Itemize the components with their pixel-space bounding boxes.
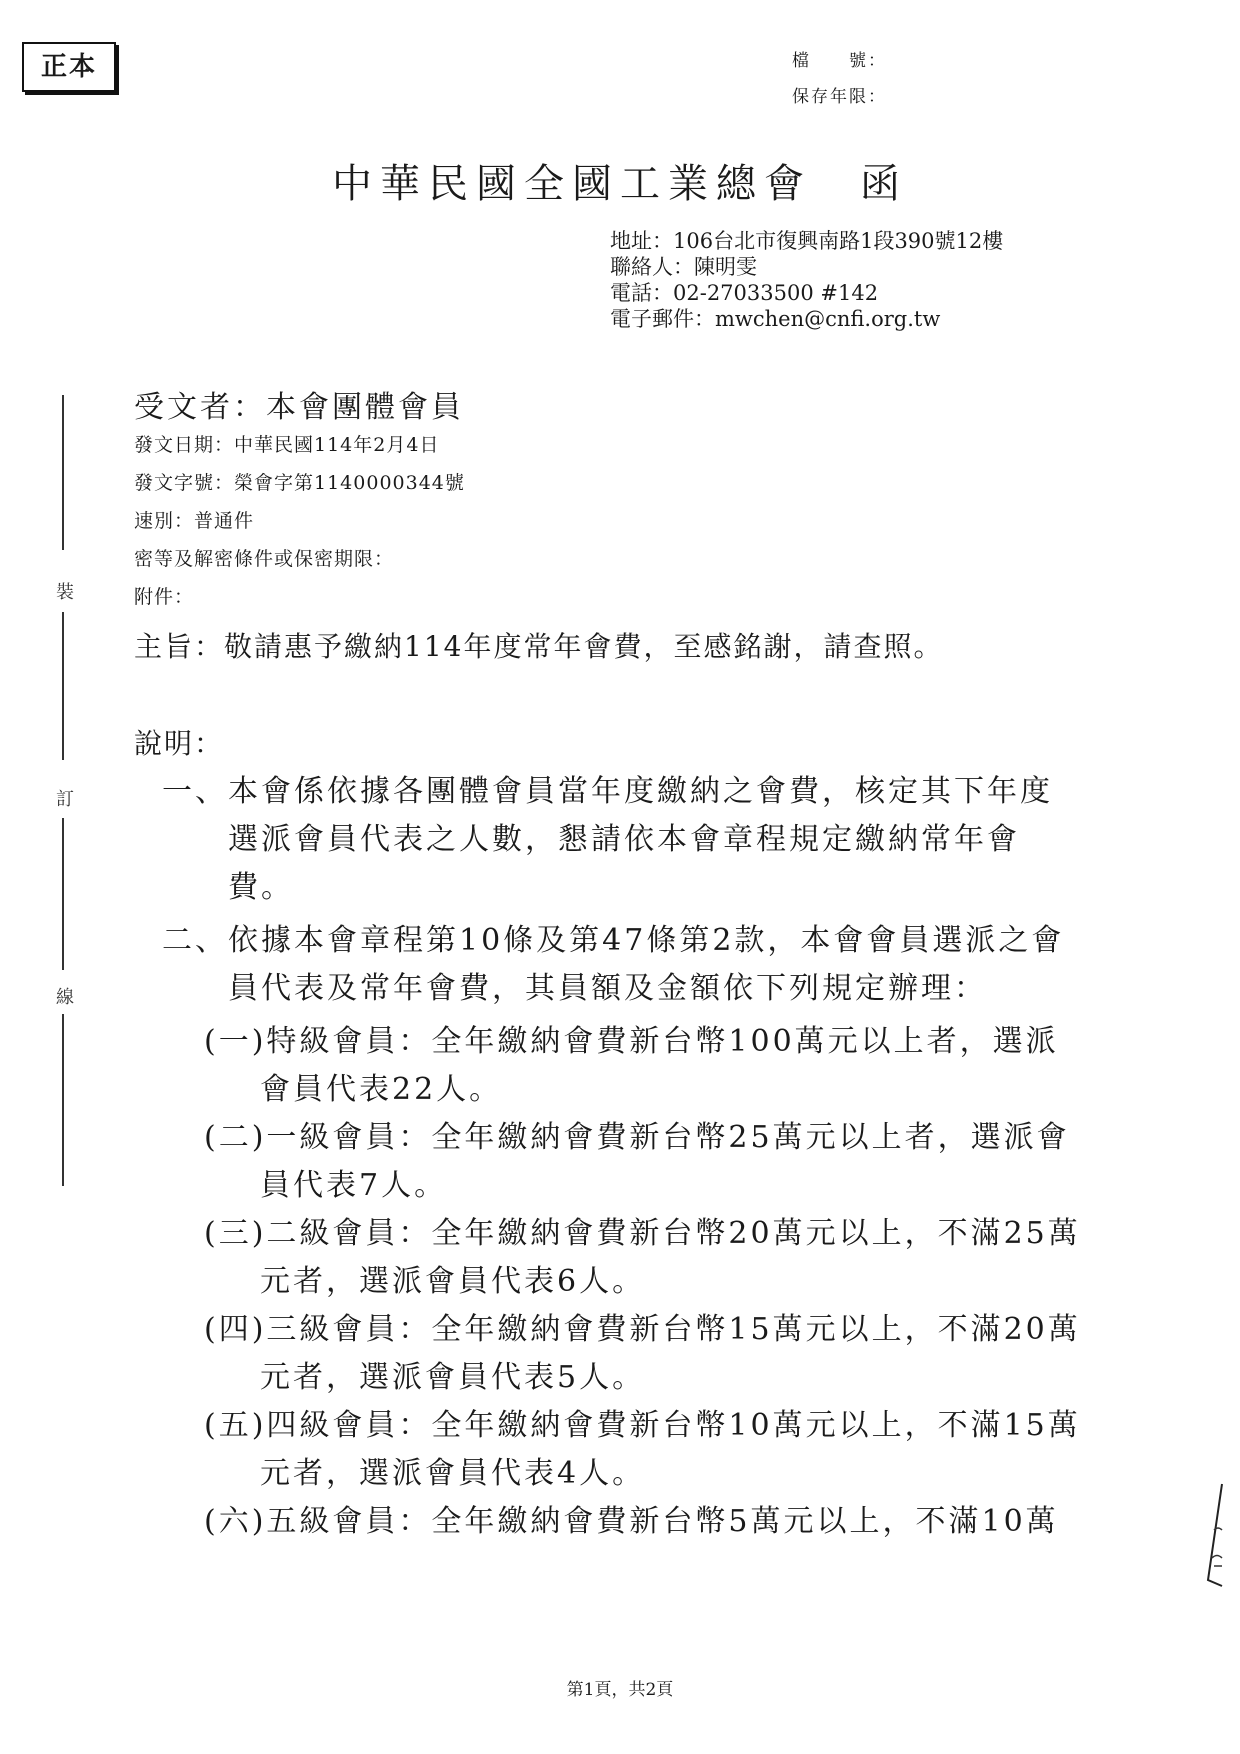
document-title: 中華民國全國工業總會 函 xyxy=(332,161,908,207)
contact-phone: 電話：02-27033500 #142 xyxy=(610,281,879,305)
item-one xyxy=(162,768,1053,912)
attachment: 附件： xyxy=(134,586,195,608)
binding-mark-bottom: 線 xyxy=(56,987,74,1008)
sub-item-1 xyxy=(204,1018,1059,1114)
sub-item-4 xyxy=(204,1306,1081,1402)
issue-date: 發文日期：中華民國114年2月4日 xyxy=(134,434,440,456)
margin-scan-mark xyxy=(1196,1480,1226,1600)
item-two xyxy=(162,917,1064,1013)
binding-line-segment xyxy=(62,395,64,550)
subject: 主旨：敬請惠予繳納114年度常年會費，至感銘謝，請查照。 xyxy=(134,630,944,663)
original-copy-stamp: 正本 xyxy=(22,42,116,92)
sub-item-line: 員代表7人。 xyxy=(260,1168,448,1203)
sub-item-5 xyxy=(204,1402,1081,1498)
sub-item-3 xyxy=(204,1210,1081,1306)
item-line: 選派會員代表之人數，懇請依本會章程規定繳納常年會 xyxy=(228,822,1020,857)
explanation-heading: 說明： xyxy=(134,727,225,760)
contact-person: 聯絡人：陳明雯 xyxy=(610,255,757,279)
sub-item-line: 元者，選派會員代表4人。 xyxy=(260,1456,646,1491)
binding-line-segment xyxy=(62,612,64,760)
recipient: 受文者：本會團體會員 xyxy=(134,390,464,425)
item-line: 一、本會係依據各團體會員當年度繳納之會費，核定其下年度 xyxy=(162,774,1053,809)
item-line: 員代表及常年會費，其員額及金額依下列規定辦理： xyxy=(228,971,987,1006)
contact-address: 地址：106台北市復興南路1段390號12樓 xyxy=(610,229,1004,253)
binding-mark-mid: 訂 xyxy=(56,789,74,810)
sub-item-line: (一)特級會員：全年繳納會費新台幣100萬元以上者，選派 xyxy=(204,1024,1059,1059)
security-level: 密等及解密條件或保密期限： xyxy=(134,548,395,570)
contact-email: 電子郵件：mwchen@cnfi.org.tw xyxy=(610,307,941,331)
sub-item-2 xyxy=(204,1114,1070,1210)
contact-block xyxy=(610,228,1003,332)
sub-item-line: (二)一級會員：全年繳納會費新台幣25萬元以上者，選派會 xyxy=(204,1120,1070,1155)
sub-item-line: 會員代表22人。 xyxy=(260,1072,503,1107)
sub-item-line: (三)二級會員：全年繳納會費新台幣20萬元以上，不滿25萬 xyxy=(204,1216,1081,1251)
sub-item-6 xyxy=(204,1498,1059,1546)
binding-line-segment xyxy=(62,818,64,970)
sub-item-line: (六)五級會員：全年繳納會費新台幣5萬元以上，不滿10萬 xyxy=(204,1504,1059,1539)
item-line: 二、依據本會章程第10條及第47條第2款，本會會員選派之會 xyxy=(162,923,1065,958)
binding-mark-top: 裝 xyxy=(56,582,74,603)
item-line: 費。 xyxy=(228,870,294,905)
page-number: 第1頁，共2頁 xyxy=(566,1680,674,1700)
sub-item-line: (四)三級會員：全年繳納會費新台幣15萬元以上，不滿20萬 xyxy=(204,1312,1081,1347)
retention-period-label: 保存年限： xyxy=(792,87,887,107)
file-number-label: 檔 號： xyxy=(792,51,887,71)
document-meta xyxy=(134,426,465,616)
binding-line-segment xyxy=(62,1014,64,1186)
sub-item-line: (五)四級會員：全年繳納會費新台幣10萬元以上，不滿15萬 xyxy=(204,1408,1081,1443)
document-number: 發文字號：榮會字第1140000344號 xyxy=(134,472,465,494)
delivery-speed: 速別：普通件 xyxy=(134,510,255,532)
sub-item-line: 元者，選派會員代表5人。 xyxy=(260,1360,646,1395)
sub-item-line: 元者，選派會員代表6人。 xyxy=(260,1264,646,1299)
